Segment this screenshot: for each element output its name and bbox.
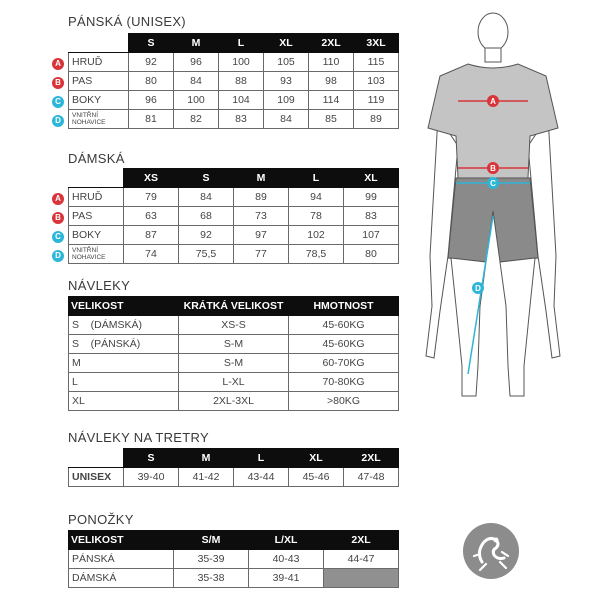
table-cell-empty [324,569,399,588]
table-cell: 99 [344,188,399,207]
overshoes-header-blank [69,449,124,468]
table-row [69,392,399,411]
table-cell: 97 [234,226,289,245]
socks-section-title: PONOŽKY [68,512,134,527]
row-label: HRUĎ [69,53,129,72]
table-cell: 89 [354,110,399,129]
men-header-row [69,34,399,53]
overshoes-header-cell: 2XL [344,449,399,468]
table-cell: 110 [309,53,354,72]
table-cell: 88 [219,72,264,91]
women-header-cell: XL [344,169,399,188]
table-cell: 104 [219,91,264,110]
overshoes-header-row [69,449,399,468]
table-cell: 89 [234,188,289,207]
badge-d-icon: D [52,250,64,262]
table-cell: L [69,373,179,392]
table-cell: 39-41 [249,569,324,588]
table-cell: 2XL-3XL [179,392,289,411]
table-row [69,569,399,588]
table-cell: 83 [344,207,399,226]
women-header-row [69,169,399,188]
men-header-blank [69,34,129,53]
socks-header-cell: 2XL [324,531,399,550]
table-cell: 115 [354,53,399,72]
table-cell: 98 [309,72,354,91]
table-cell: 100 [174,91,219,110]
marker-a-label: A [490,97,496,106]
badge-c-icon: C [52,231,64,243]
table-row [69,226,399,245]
table-cell: 84 [264,110,309,129]
table-cell: 75,5 [179,245,234,264]
women-section-title: DÁMSKÁ [68,151,125,166]
table-cell: 96 [129,91,174,110]
sleeves-header-cell: HMOTNOST [289,297,399,316]
table-cell: 39-40 [124,468,179,487]
table-row [69,91,399,110]
table-cell: 100 [219,53,264,72]
sleeves-section-title: NÁVLEKY [68,278,131,293]
table-cell: 83 [219,110,264,129]
table-cell: 44-47 [324,550,399,569]
men-header-cell: 2XL [309,34,354,53]
table-cell: 80 [344,245,399,264]
table-row [69,316,399,335]
badge-d-icon: D [52,115,64,127]
overshoes-size-table [68,448,399,487]
table-cell: 74 [124,245,179,264]
table-cell: 109 [264,91,309,110]
table-cell: 92 [129,53,174,72]
table-cell: 78,5 [289,245,344,264]
overshoes-header-cell: S [124,449,179,468]
table-cell: 43-44 [234,468,289,487]
row-label: VNITŘNÍ NOHAVICE [69,245,124,264]
women-size-table [68,168,399,264]
women-header-cell: S [179,169,234,188]
table-row [69,335,399,354]
overshoes-section-title: NÁVLEKY NA TRETRY [68,430,209,445]
badge-c-icon: C [52,96,64,108]
table-cell: 73 [234,207,289,226]
table-cell: 45-60KG [289,316,399,335]
men-header-cell: XL [264,34,309,53]
socks-size-table [68,530,399,588]
badge-b-icon: B [52,77,64,89]
socks-header-cell: VELIKOST [69,531,174,550]
table-cell: 41-42 [179,468,234,487]
men-section-title: PÁNSKÁ (UNISEX) [68,14,186,29]
row-label: UNISEX [69,468,124,487]
row-label: PÁNSKÁ [69,550,174,569]
table-row [69,188,399,207]
table-cell: 80 [129,72,174,91]
table-cell: 92 [179,226,234,245]
socks-header-cell: S/M [174,531,249,550]
table-cell: >80KG [289,392,399,411]
table-row [69,373,399,392]
row-label: VNITŘNÍ NOHAVICE [69,110,129,129]
sleeves-header-cell: KRÁTKÁ VELIKOST [179,297,289,316]
row-label: BOKY [69,226,124,245]
table-cell: 70-80KG [289,373,399,392]
table-cell: 60-70KG [289,354,399,373]
badge-b-icon: B [52,212,64,224]
table-row [69,468,399,487]
table-cell: 103 [354,72,399,91]
table-row [69,550,399,569]
sleeves-header-row [69,297,399,316]
men-header-cell: L [219,34,264,53]
figure-left-leg [451,258,486,396]
table-cell: 94 [289,188,344,207]
men-header-cell: 3XL [354,34,399,53]
socks-header-cell: L/XL [249,531,324,550]
table-cell: 77 [234,245,289,264]
women-header-cell: L [289,169,344,188]
table-cell: 105 [264,53,309,72]
table-cell: L-XL [179,373,289,392]
table-row [69,110,399,129]
men-header-cell: S [129,34,174,53]
table-cell: 107 [344,226,399,245]
women-header-blank [69,169,124,188]
marker-d-label: D [475,284,481,293]
table-cell: 35-38 [174,569,249,588]
men-header-cell: M [174,34,219,53]
table-cell: S (DÁMSKÁ) [69,316,179,335]
table-cell: 87 [124,226,179,245]
table-cell: S-M [179,354,289,373]
table-cell: 79 [124,188,179,207]
table-cell: 102 [289,226,344,245]
sleeves-header-cell: VELIKOST [69,297,179,316]
body-measurement-figure [418,6,568,406]
table-cell: 114 [309,91,354,110]
overshoes-header-cell: XL [289,449,344,468]
table-row [69,53,399,72]
overshoes-header-cell: L [234,449,289,468]
row-label: PAS [69,72,129,91]
badge-a-icon: A [52,193,64,205]
row-label: BOKY [69,91,129,110]
row-label: DÁMSKÁ [69,569,174,588]
table-cell: 82 [174,110,219,129]
table-cell: 63 [124,207,179,226]
table-cell: 78 [289,207,344,226]
table-cell: 81 [129,110,174,129]
figure-head [478,13,508,51]
table-row [69,245,399,264]
table-cell: 96 [174,53,219,72]
men-size-table [68,33,399,129]
marker-b-label: B [490,164,496,173]
table-cell: M [69,354,179,373]
marker-c-label: C [490,179,496,188]
table-cell: 84 [179,188,234,207]
badge-a-icon: A [52,58,64,70]
table-cell: 45-60KG [289,335,399,354]
table-cell: 47-48 [344,468,399,487]
table-row [69,72,399,91]
table-cell: 84 [174,72,219,91]
table-cell: 45-46 [289,468,344,487]
table-cell: 93 [264,72,309,91]
scorpion-logo-icon [462,522,520,580]
table-row [69,354,399,373]
figure-right-leg [500,258,535,396]
women-header-cell: M [234,169,289,188]
women-header-cell: XS [124,169,179,188]
table-cell: S (PÁNSKÁ) [69,335,179,354]
table-cell: 40-43 [249,550,324,569]
figure-neck [485,48,501,62]
table-cell: 35-39 [174,550,249,569]
overshoes-header-cell: M [179,449,234,468]
sleeves-size-table [68,296,399,411]
table-cell: 119 [354,91,399,110]
table-cell: S-M [179,335,289,354]
table-cell: 68 [179,207,234,226]
table-cell: XS-S [179,316,289,335]
row-label: PAS [69,207,124,226]
row-label: HRUĎ [69,188,124,207]
table-row [69,207,399,226]
table-cell: 85 [309,110,354,129]
socks-header-row [69,531,399,550]
table-cell: XL [69,392,179,411]
